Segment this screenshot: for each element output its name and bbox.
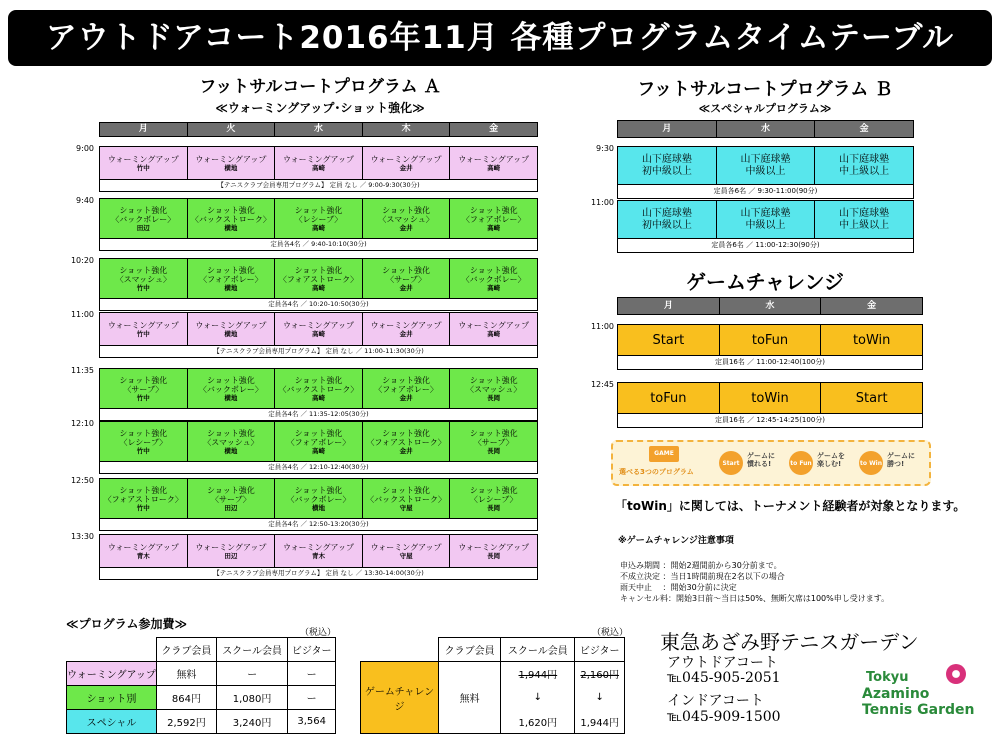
time-label: 9:40 bbox=[76, 196, 94, 205]
program-focus: 〈サーブ〉 bbox=[386, 274, 426, 284]
program-name: ウォーミングアップ bbox=[370, 154, 442, 164]
special-program-cell bbox=[815, 147, 913, 185]
program-cell bbox=[363, 259, 451, 299]
note-item: 申込み期間 ：開始2週間前から30分前まで。 bbox=[620, 561, 782, 570]
program-name: 山下庭球塾 bbox=[641, 153, 692, 165]
coach-name: 長岡 bbox=[487, 393, 501, 402]
arrow-down-icon: ↓ bbox=[575, 686, 625, 710]
slot-caption: 定員各6名 ／ 9:30-11:00(90分) bbox=[713, 187, 818, 195]
fees-cell: 864円 bbox=[157, 686, 217, 710]
coach-name: 守屋 bbox=[399, 551, 413, 560]
program-name: ショット強化 bbox=[469, 375, 518, 385]
facility-name: 東急あざみ野テニスガーデン bbox=[660, 630, 919, 654]
fees-cell: ー bbox=[288, 686, 336, 710]
program-cell bbox=[188, 313, 276, 346]
program-focus: 〈バックストローク〉 bbox=[190, 214, 271, 224]
program-name: ショット強化 bbox=[382, 428, 430, 438]
note-item: 雨天中止 ：開始30分前に決定 bbox=[620, 583, 737, 592]
program-a-slot bbox=[99, 198, 538, 251]
program-level: 中級以上 bbox=[745, 219, 786, 231]
special-program-cell bbox=[618, 147, 717, 185]
game-slot bbox=[617, 382, 923, 428]
coach-name: 金井 bbox=[399, 446, 413, 455]
program-cell bbox=[100, 369, 188, 409]
special-program-cell bbox=[618, 201, 717, 239]
program-focus: 〈バックボレー〉 bbox=[198, 384, 263, 394]
program-name: ウォーミングアップ bbox=[107, 542, 179, 552]
program-focus: 〈サーブ〉 bbox=[473, 437, 514, 447]
fees-tax-label: （税込） bbox=[300, 628, 337, 638]
program-a-slot bbox=[99, 534, 538, 580]
time-label: 9:00 bbox=[76, 144, 94, 153]
fees-cell: ー bbox=[216, 662, 287, 686]
coach-name: 横地 bbox=[224, 223, 238, 232]
fees-row-label: ウォーミングアップ bbox=[67, 662, 157, 686]
program-focus: 〈スマッシュ〉 bbox=[115, 274, 171, 284]
program-cell bbox=[100, 259, 188, 299]
program-focus: 〈フォアボレー〉 bbox=[286, 437, 351, 447]
program-name: ショット強化 bbox=[119, 428, 168, 438]
slot-cells bbox=[100, 369, 537, 409]
program-name: ウォーミングアップ bbox=[195, 320, 267, 330]
tofun-badge-icon: to Fun bbox=[789, 451, 813, 475]
program-name: ショット強化 bbox=[206, 205, 255, 215]
slot-caption: 定員16名 ／ 11:00-12:40(100分) bbox=[714, 358, 826, 366]
program-cell bbox=[100, 147, 188, 180]
coach-name: 田辺 bbox=[136, 223, 150, 232]
program-name: ウォーミングアップ bbox=[458, 154, 530, 164]
coach-name: 長岡 bbox=[487, 503, 501, 512]
program-cell bbox=[363, 313, 451, 346]
program-level: 初中級以上 bbox=[641, 219, 692, 231]
program-name: ウォーミングアップ bbox=[283, 154, 354, 164]
coach-name: 竹中 bbox=[136, 446, 150, 455]
program-focus: 〈スマッシュ〉 bbox=[203, 437, 259, 447]
program-cell bbox=[363, 369, 451, 409]
fees-cell: 無料 bbox=[157, 662, 217, 686]
program-cell bbox=[100, 313, 188, 346]
program-cell bbox=[363, 479, 451, 519]
program-a-slot bbox=[99, 312, 538, 358]
program-focus: 〈フォアストローク〉 bbox=[366, 437, 446, 447]
program-name: ショット強化 bbox=[294, 485, 343, 495]
slot-cells bbox=[100, 535, 537, 568]
program-focus: 〈フォアボレー〉 bbox=[199, 274, 263, 284]
program-name: ショット強化 bbox=[294, 428, 343, 438]
slot-caption: 定員各4名 ／ 10:20-10:50(30分) bbox=[268, 300, 369, 308]
program-name: ウォーミングアップ bbox=[283, 320, 354, 330]
program-b-slot bbox=[617, 200, 914, 253]
game-level-cell: toFun bbox=[720, 325, 822, 356]
time-label: 9:30 bbox=[596, 144, 614, 153]
time-label: 11:00 bbox=[590, 198, 614, 207]
game-fees-label: ゲームチャレンジ bbox=[361, 662, 439, 734]
coach-name: 田辺 bbox=[224, 503, 238, 512]
program-cell bbox=[188, 259, 276, 299]
game-fees-tax-label: （税込） bbox=[592, 628, 629, 638]
time-label: 10:20 bbox=[70, 256, 94, 265]
fees-header: スクール会員 bbox=[216, 638, 287, 662]
program-cell bbox=[188, 147, 276, 180]
program-cell bbox=[188, 369, 276, 409]
program-name: ウォーミングアップ bbox=[195, 154, 267, 164]
start-badge-icon: Start bbox=[719, 451, 743, 475]
program-name: ウォーミングアップ bbox=[195, 542, 267, 552]
coach-name: 高崎 bbox=[311, 223, 325, 232]
day-header: 水 bbox=[720, 298, 822, 314]
slot-cells bbox=[618, 147, 913, 185]
day-header: 月 bbox=[618, 298, 720, 314]
fees-table bbox=[66, 637, 336, 734]
program-cell bbox=[275, 313, 363, 346]
game-fees-new-school: 1,620円 bbox=[501, 710, 575, 734]
fees-corner bbox=[67, 638, 157, 662]
program-name: ウォーミングアップ bbox=[283, 542, 354, 552]
game-logo-icon: GAME bbox=[649, 446, 679, 462]
slot-cells bbox=[100, 199, 537, 239]
program-b-day-header bbox=[617, 120, 914, 138]
slot-caption: 定員16名 ／ 12:45-14:25(100分) bbox=[714, 416, 826, 424]
program-name: 山下庭球塾 bbox=[839, 153, 890, 165]
fees-row-label: スペシャル bbox=[67, 710, 157, 734]
program-name: ショット強化 bbox=[119, 485, 168, 495]
program-a-day-header bbox=[99, 122, 538, 137]
program-a-title: フットサルコートプログラム Ａ bbox=[199, 77, 441, 97]
program-focus: 〈バックボレー〉 bbox=[461, 274, 526, 284]
program-name: ウォーミングアップ bbox=[107, 320, 179, 330]
coach-name: 横地 bbox=[224, 393, 238, 402]
coach-name: 竹中 bbox=[136, 329, 150, 338]
outdoor-phone: ℡045-905-2051 bbox=[667, 670, 781, 686]
time-label: 11:35 bbox=[70, 366, 94, 375]
program-cell bbox=[275, 535, 363, 568]
program-name: ショット強化 bbox=[294, 205, 343, 215]
towin-text: ゲームに 勝つ! bbox=[887, 452, 915, 468]
coach-name: 高崎 bbox=[311, 283, 325, 292]
coach-name: 長岡 bbox=[487, 446, 501, 455]
program-cell bbox=[363, 535, 451, 568]
day-header: 金 bbox=[489, 124, 499, 134]
program-focus: 〈サーブ〉 bbox=[210, 494, 251, 504]
time-label: 11:00 bbox=[590, 322, 614, 331]
coach-name: 高崎 bbox=[311, 446, 325, 455]
coach-name: 田辺 bbox=[224, 551, 238, 560]
logo-line-3: Tennis Garden bbox=[862, 702, 975, 718]
program-name: ショット強化 bbox=[206, 265, 255, 275]
coach-name: 横地 bbox=[311, 503, 325, 512]
program-focus: 〈バックボレー〉 bbox=[286, 494, 351, 504]
game-fees-club: 無料 bbox=[439, 662, 501, 734]
program-name: 山下庭球塾 bbox=[740, 207, 791, 219]
game-level-cell: Start bbox=[821, 383, 922, 414]
program-cell bbox=[188, 422, 276, 462]
program-name: ショット強化 bbox=[294, 265, 343, 275]
coach-name: 高崎 bbox=[487, 223, 501, 232]
program-cell bbox=[188, 535, 276, 568]
coach-name: 高崎 bbox=[311, 163, 325, 172]
indoor-phone: ℡045-909-1500 bbox=[667, 709, 781, 725]
game-fees-new-visitor: 1,944円 bbox=[575, 710, 625, 734]
towin-note: 「toWin」に関しては、トーナメント経験者が対象となります。 bbox=[615, 499, 966, 513]
game-day-header bbox=[617, 297, 923, 315]
slot-caption: 定員各4名 ／ 11:35-12:05(30分) bbox=[268, 410, 369, 418]
slot-caption: 【テニスクラブ会員専用プログラム】 定員 なし ／ 13:30-14:00(30分) bbox=[213, 569, 424, 577]
special-program-cell bbox=[717, 147, 816, 185]
program-cell bbox=[450, 313, 537, 346]
special-program-cell bbox=[815, 201, 913, 239]
program-focus: 〈スマッシュ〉 bbox=[378, 214, 434, 224]
program-focus: 〈フォアボレー〉 bbox=[374, 384, 438, 394]
slot-cells bbox=[100, 422, 537, 462]
game-slot bbox=[617, 324, 923, 370]
program-focus: 〈バックストローク〉 bbox=[278, 384, 359, 394]
program-cell bbox=[363, 199, 451, 239]
fees-cell: 1,080円 bbox=[216, 686, 287, 710]
program-level: 中級以上 bbox=[745, 165, 786, 177]
program-name: ショット強化 bbox=[469, 265, 518, 275]
program-name: ウォーミングアップ bbox=[458, 542, 530, 552]
slot-cells bbox=[618, 325, 922, 356]
fees-header: クラブ会員 bbox=[157, 638, 217, 662]
program-name: 山下庭球塾 bbox=[839, 207, 890, 219]
program-name: ショット強化 bbox=[469, 485, 518, 495]
program-name: ショット強化 bbox=[206, 485, 255, 495]
game-fees-old-school: 1,944円 bbox=[501, 662, 575, 686]
coach-name: 高崎 bbox=[311, 393, 325, 402]
start-text: ゲームに 慣れる! bbox=[747, 452, 775, 468]
program-cell bbox=[100, 479, 188, 519]
program-name: ショット強化 bbox=[382, 375, 430, 385]
time-label: 11:00 bbox=[70, 310, 94, 319]
slot-caption: 定員各4名 ／ 9:40-10:10(30分) bbox=[270, 240, 367, 248]
slot-cells bbox=[618, 201, 913, 239]
note-item: 不成立決定 ：当日1時間前現在2名以下の場合 bbox=[620, 572, 785, 581]
program-a-slot bbox=[99, 258, 538, 311]
game-promo-subtitle: 選べる3つのプログラム bbox=[619, 468, 694, 476]
game-fees-corner bbox=[361, 638, 439, 662]
day-header: 金 bbox=[859, 124, 869, 134]
program-name: ショット強化 bbox=[119, 265, 168, 275]
day-header: 月 bbox=[618, 121, 717, 137]
slot-cells bbox=[100, 147, 537, 180]
coach-name: 高崎 bbox=[487, 163, 501, 172]
program-name: ショット強化 bbox=[382, 205, 430, 215]
game-fees-header: ビジター bbox=[575, 638, 625, 662]
game-fees-old-visitor: 2,160円 bbox=[575, 662, 625, 686]
program-name: 山下庭球塾 bbox=[740, 153, 791, 165]
game-fees-table bbox=[360, 637, 625, 734]
program-focus: 〈レシーブ〉 bbox=[119, 437, 168, 447]
program-cell bbox=[100, 422, 188, 462]
game-level-cell: toWin bbox=[821, 325, 922, 356]
program-cell bbox=[275, 199, 363, 239]
program-name: ショット強化 bbox=[119, 375, 168, 385]
program-name: ショット強化 bbox=[119, 205, 168, 215]
coach-name: 高崎 bbox=[487, 329, 501, 338]
program-name: ウォーミングアップ bbox=[370, 320, 442, 330]
day-header: 水 bbox=[275, 123, 363, 136]
arrow-down-icon: ↓ bbox=[501, 686, 575, 710]
day-header: 水 bbox=[717, 121, 816, 137]
coach-name: 金井 bbox=[399, 283, 413, 292]
program-cell bbox=[363, 422, 451, 462]
note-item: キャンセル料：開始3日前～当日は50%、無断欠席は100%申し受けます。 bbox=[620, 594, 890, 603]
fees-cell: 3,564 bbox=[288, 710, 336, 734]
logo-line-1: Tokyu bbox=[866, 670, 909, 685]
coach-name: 竹中 bbox=[136, 283, 150, 292]
game-level-cell: Start bbox=[618, 325, 720, 356]
program-cell bbox=[450, 422, 537, 462]
day-header: 金 bbox=[867, 301, 877, 311]
program-a-slot bbox=[99, 368, 538, 421]
program-a-subtitle: ≪ウォーミングアップ･ショット強化≫ bbox=[215, 101, 425, 115]
coach-name: 青木 bbox=[311, 551, 325, 560]
program-name: ショット強化 bbox=[206, 375, 255, 385]
time-label: 12:50 bbox=[70, 476, 94, 485]
program-cell bbox=[100, 199, 188, 239]
program-b-title: フットサルコートプログラム Ｂ bbox=[637, 79, 893, 100]
program-cell bbox=[100, 535, 188, 568]
program-focus: 〈バックボレー〉 bbox=[111, 214, 176, 224]
fees-title: ≪プログラム参加費≫ bbox=[66, 617, 188, 631]
slot-caption: 定員各4名 ／ 12:10-12:40(30分) bbox=[268, 463, 369, 471]
program-name: ウォーミングアップ bbox=[107, 154, 179, 164]
program-focus: 〈レシーブ〉 bbox=[469, 494, 518, 504]
program-cell bbox=[188, 479, 276, 519]
page-banner: アウトドアコート2016年11月 各種プログラムタイムテーブル bbox=[8, 10, 992, 66]
program-focus: 〈バックストローク〉 bbox=[366, 494, 447, 504]
coach-name: 金井 bbox=[399, 223, 413, 232]
program-cell bbox=[275, 147, 363, 180]
program-b-slot bbox=[617, 146, 914, 199]
time-label: 13:30 bbox=[70, 532, 94, 541]
program-focus: 〈サーブ〉 bbox=[123, 384, 164, 394]
coach-name: 青木 bbox=[136, 551, 150, 560]
slot-cells bbox=[100, 259, 537, 299]
coach-name: 横地 bbox=[224, 163, 238, 172]
slot-caption: 【テニスクラブ会員専用プログラム】 定員 なし ／ 11:00-11:30(30分) bbox=[213, 347, 424, 355]
program-cell bbox=[450, 199, 537, 239]
fees-row-label: ショット別 bbox=[67, 686, 157, 710]
slot-cells bbox=[618, 383, 922, 414]
program-focus: 〈スマッシュ〉 bbox=[465, 384, 522, 394]
outdoor-label: アウトドアコート bbox=[667, 655, 778, 671]
program-cell bbox=[275, 479, 363, 519]
coach-name: 竹中 bbox=[136, 503, 150, 512]
game-level-cell: toFun bbox=[618, 383, 720, 414]
fees-cell: 3,240円 bbox=[216, 710, 287, 734]
program-b-subtitle: ≪スペシャルプログラム≫ bbox=[698, 102, 832, 115]
program-focus: 〈フォアボレー〉 bbox=[461, 214, 526, 224]
program-name: ショット強化 bbox=[382, 485, 430, 495]
tofun-text: ゲームを 楽しむ! bbox=[817, 452, 845, 468]
day-header: 木 bbox=[363, 123, 451, 136]
coach-name: 竹中 bbox=[136, 393, 150, 402]
coach-name: 長岡 bbox=[487, 551, 501, 560]
program-level: 中上級以上 bbox=[839, 165, 890, 177]
program-name: ショット強化 bbox=[206, 428, 255, 438]
coach-name: 高崎 bbox=[311, 329, 325, 338]
special-program-cell bbox=[717, 201, 816, 239]
notes-title: ※ゲームチャレンジ注意事項 bbox=[618, 536, 734, 546]
fees-cell: ー bbox=[288, 662, 336, 686]
program-cell bbox=[450, 369, 537, 409]
program-focus: 〈フォアストローク〉 bbox=[278, 274, 359, 284]
program-cell bbox=[275, 422, 363, 462]
program-name: ショット強化 bbox=[469, 205, 518, 215]
program-cell bbox=[450, 147, 537, 180]
indoor-label: インドアコート bbox=[667, 693, 764, 709]
time-label: 12:10 bbox=[70, 419, 94, 428]
coach-name: 横地 bbox=[224, 446, 238, 455]
program-level: 初中級以上 bbox=[641, 165, 692, 177]
coach-name: 金井 bbox=[399, 329, 413, 338]
slot-caption: 【テニスクラブ会員専用プログラム】 定員 なし ／ 9:00-9:30(30分) bbox=[217, 181, 420, 189]
day-header: 火 bbox=[188, 123, 276, 136]
program-name: ショット強化 bbox=[469, 428, 518, 438]
program-name: ショット強化 bbox=[382, 265, 430, 275]
program-name: ウォーミングアップ bbox=[370, 542, 442, 552]
game-level-cell: toWin bbox=[720, 383, 822, 414]
program-focus: 〈フォアストローク〉 bbox=[103, 494, 183, 504]
program-cell bbox=[450, 479, 537, 519]
program-name: ショット強化 bbox=[294, 375, 343, 385]
game-promo-banner bbox=[611, 440, 931, 486]
game-fees-header: クラブ会員 bbox=[439, 638, 501, 662]
program-cell bbox=[275, 259, 363, 299]
program-cell bbox=[363, 147, 451, 180]
program-cell bbox=[188, 199, 276, 239]
logo-line-2: Azamino bbox=[862, 686, 930, 702]
notes-list bbox=[620, 560, 889, 604]
program-level: 中上級以上 bbox=[839, 219, 890, 231]
game-fees-header: スクール会員 bbox=[501, 638, 575, 662]
coach-name: 守屋 bbox=[399, 503, 413, 512]
coach-name: 金井 bbox=[399, 163, 413, 172]
game-challenge-title: ゲームチャレンジ bbox=[686, 270, 844, 294]
coach-name: 竹中 bbox=[136, 163, 150, 172]
time-label: 12:45 bbox=[590, 380, 614, 389]
program-a-slot bbox=[99, 146, 538, 192]
program-cell bbox=[450, 259, 537, 299]
coach-name: 横地 bbox=[224, 329, 238, 338]
towin-badge-icon: to Win bbox=[859, 451, 883, 475]
slot-cells bbox=[100, 313, 537, 346]
slot-caption: 定員各6名 ／ 11:00-12:30(90分) bbox=[711, 241, 820, 249]
tennis-garden-logo bbox=[862, 670, 992, 730]
slot-caption: 定員各4名 ／ 12:50-13:20(30分) bbox=[268, 520, 369, 528]
slot-cells bbox=[100, 479, 537, 519]
fees-header: ビジター bbox=[288, 638, 336, 662]
fees-cell: 2,592円 bbox=[157, 710, 217, 734]
coach-name: 金井 bbox=[399, 393, 413, 402]
program-cell bbox=[450, 535, 537, 568]
program-focus: 〈レシーブ〉 bbox=[294, 214, 343, 224]
day-header: 月 bbox=[100, 123, 188, 136]
coach-name: 高崎 bbox=[487, 283, 501, 292]
program-name: ウォーミングアップ bbox=[458, 320, 530, 330]
program-a-slot bbox=[99, 478, 538, 531]
program-a-slot bbox=[99, 421, 538, 474]
program-cell bbox=[275, 369, 363, 409]
program-name: 山下庭球塾 bbox=[641, 207, 692, 219]
flower-icon bbox=[946, 664, 966, 684]
coach-name: 横地 bbox=[224, 283, 238, 292]
